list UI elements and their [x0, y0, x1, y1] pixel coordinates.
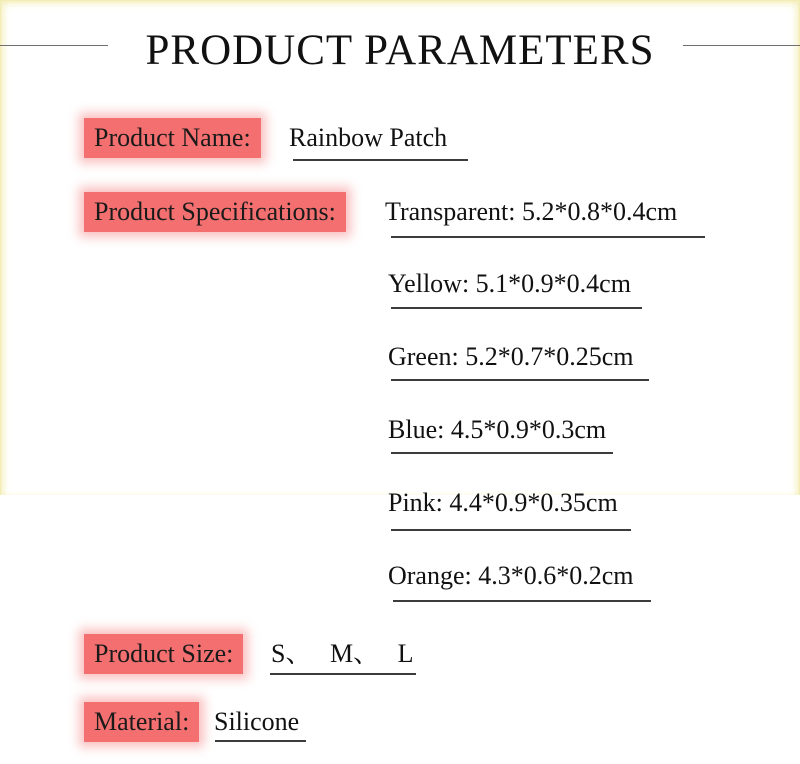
- spec-item-underline: [391, 529, 631, 531]
- material-label: Material:: [84, 702, 199, 742]
- spec-item-underline: [391, 236, 705, 238]
- material-value: Silicone: [214, 707, 300, 736]
- product-name-value: Rainbow Patch: [289, 123, 448, 152]
- product-size-label: Product Size:: [84, 634, 243, 674]
- spec-item: Orange: 4.3*0.6*0.2cm: [388, 561, 634, 590]
- spec-item: Green: 5.2*0.7*0.25cm: [388, 342, 634, 371]
- material-underline: [215, 740, 306, 742]
- product-size-value: S、 M、 L: [271, 639, 414, 668]
- product-name-underline: [293, 159, 468, 161]
- product-name-label: Product Name:: [84, 118, 261, 158]
- spec-item-underline: [391, 307, 642, 309]
- page-title: PRODUCT PARAMETERS: [145, 27, 655, 74]
- spec-item: Blue: 4.5*0.9*0.3cm: [388, 415, 607, 444]
- spec-item-underline: [391, 379, 649, 381]
- spec-item: Transparent: 5.2*0.8*0.4cm: [385, 197, 678, 226]
- spec-item-underline: [393, 600, 651, 602]
- spec-item-underline: [391, 452, 613, 454]
- spec-item: Yellow: 5.1*0.9*0.4cm: [388, 269, 631, 298]
- product-size-underline: [270, 673, 416, 675]
- spec-item: Pink: 4.4*0.9*0.35cm: [388, 488, 618, 517]
- product-specs-label: Product Specifications:: [84, 192, 346, 232]
- title-rule-right: [683, 45, 800, 46]
